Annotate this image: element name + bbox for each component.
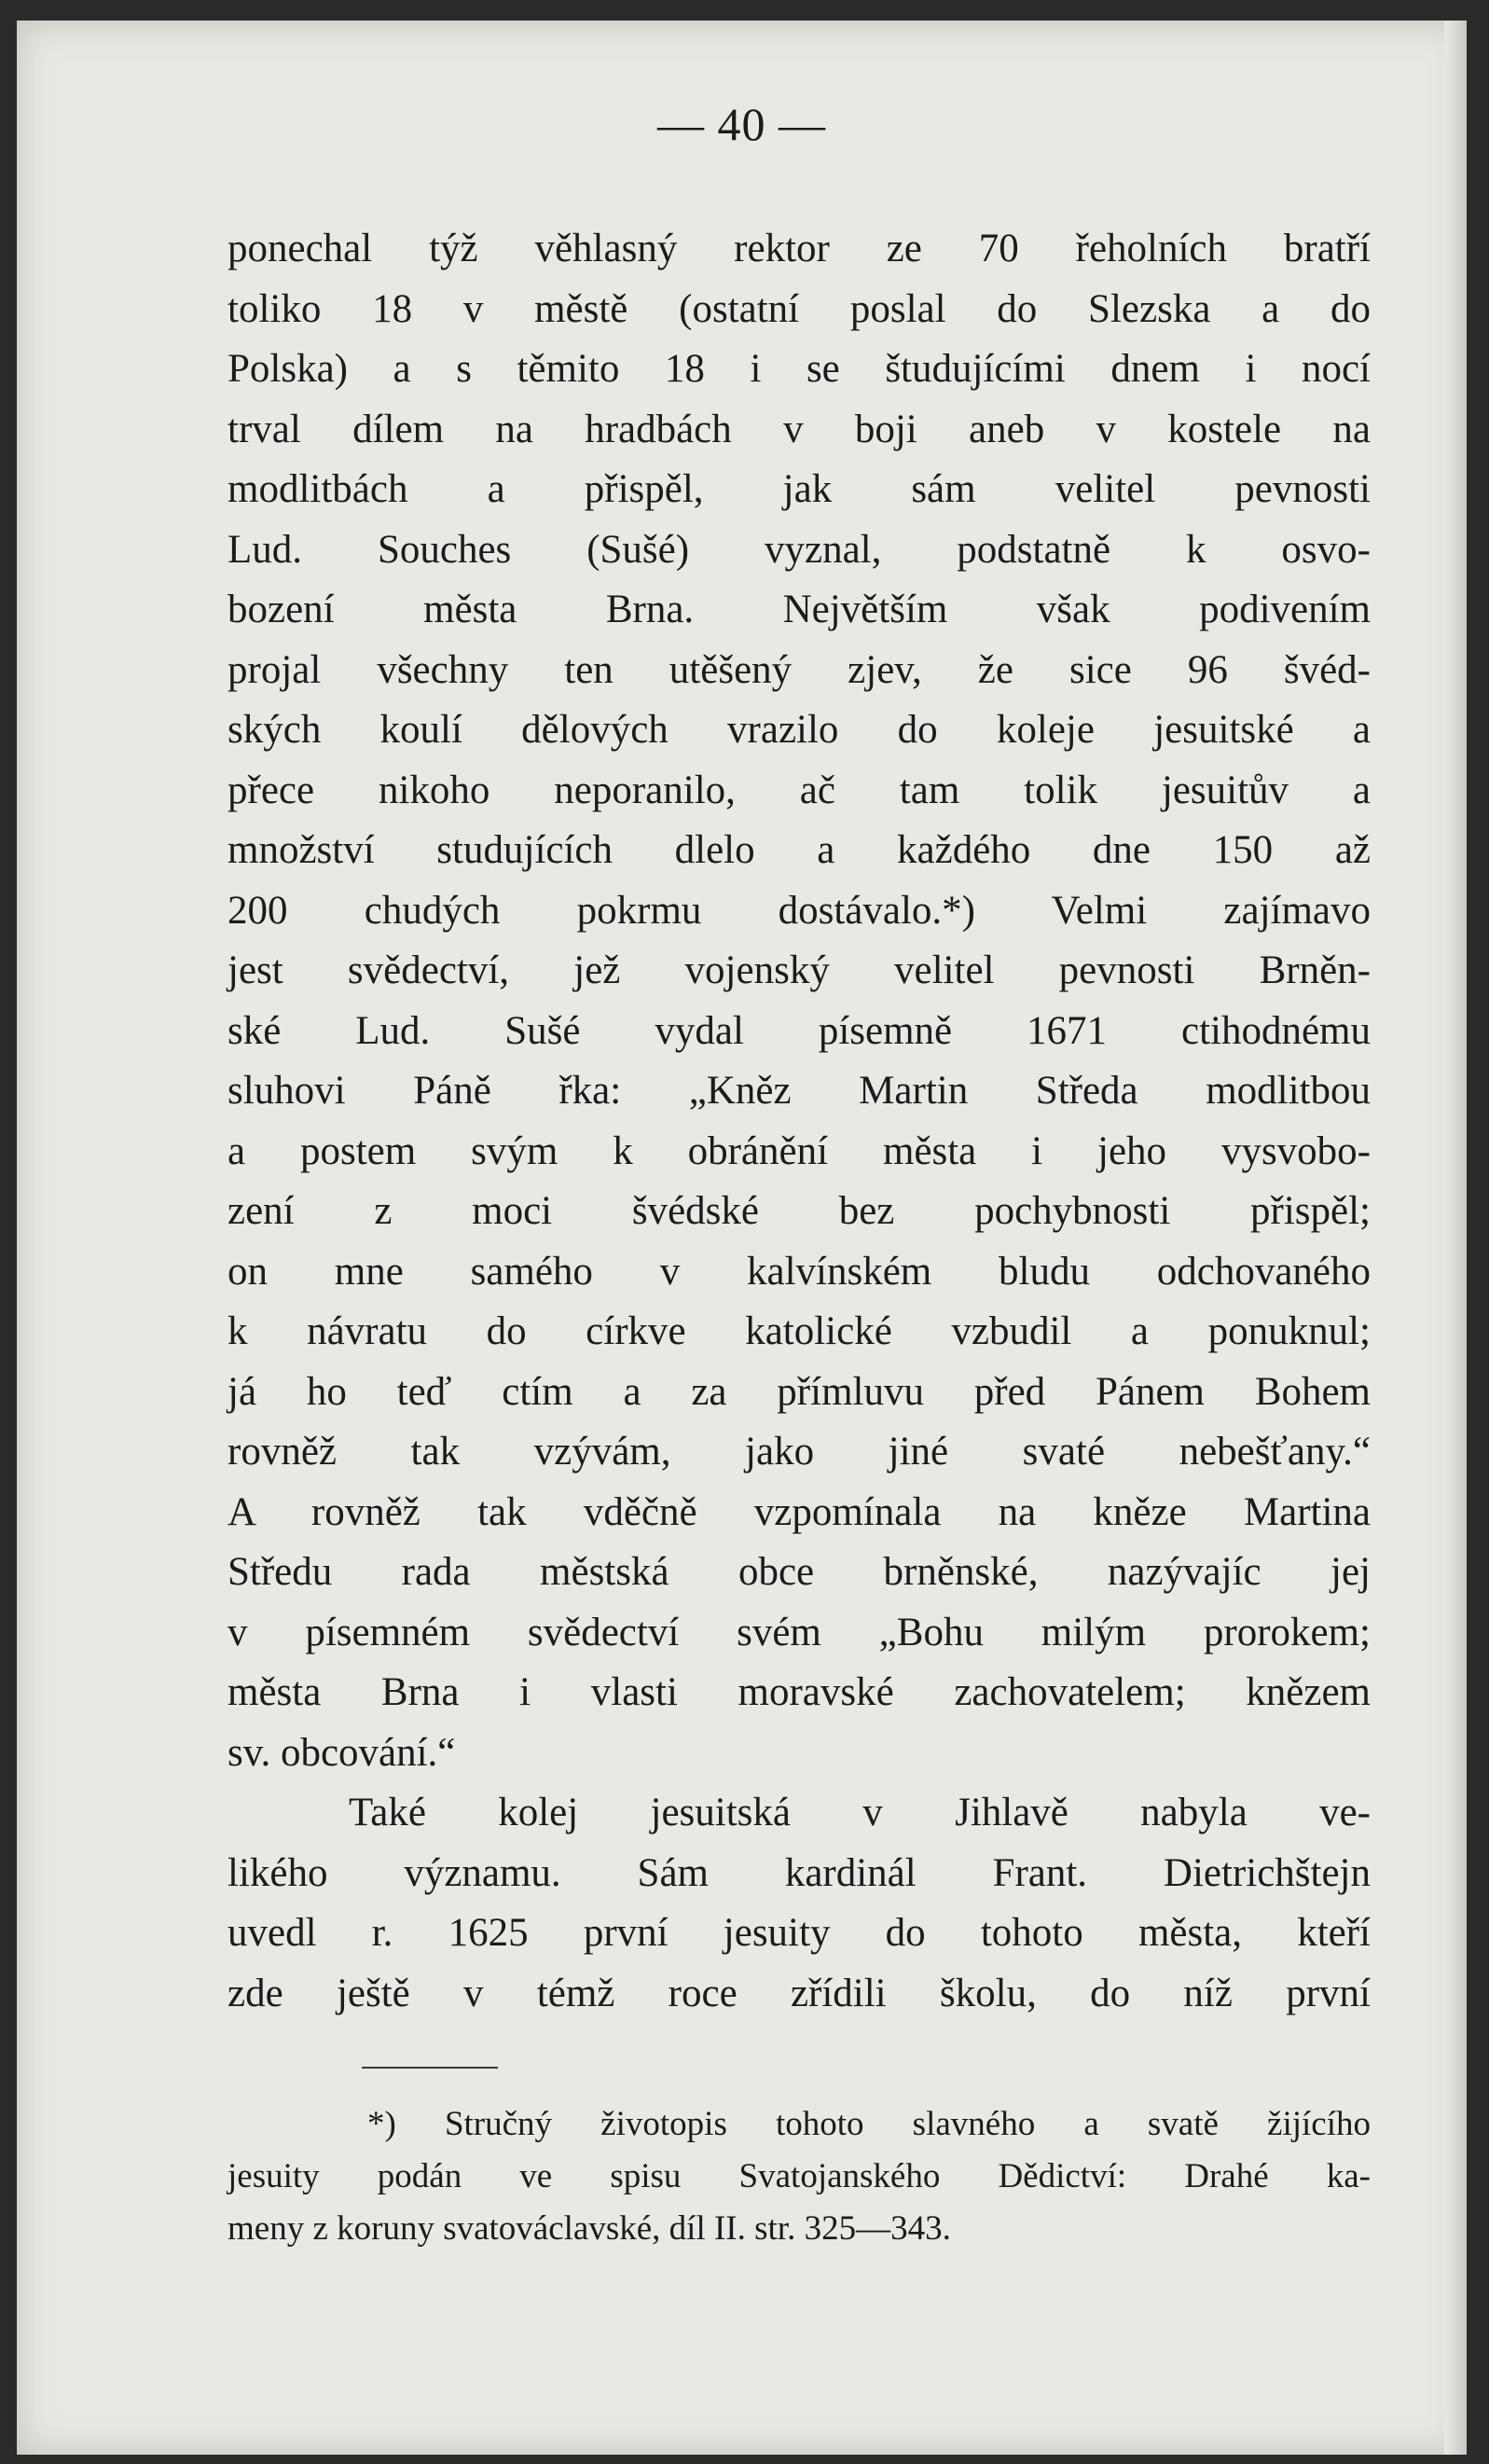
text-line: města Brna i vlasti moravské zachovatelem; knězem	[227, 1670, 1371, 1714]
text-line: ských koulí dělových vrazilo do koleje jesuitské a	[227, 708, 1371, 752]
book-page	[17, 21, 1467, 2455]
text-line: modlitbách a přispěl, jak sám velitel pevnosti	[227, 467, 1371, 511]
footnote-line: *) Stručný životopis tohoto slavného a svatě žijícího	[367, 2105, 1371, 2143]
page-edge-shadow	[1444, 21, 1467, 2455]
text-line: bození města Brna. Největším však podivením	[227, 588, 1371, 631]
text-line: k návratu do církve katolické vzbudil a ponuknul;	[227, 1309, 1371, 1353]
text-line: A rovněž tak vděčně vzpomínala na kněze Martina	[227, 1489, 1371, 1534]
page-number: — 40 —	[657, 98, 826, 150]
text-line: Polska) a s těmito 18 i se študujícími dnem i nocí	[227, 347, 1371, 391]
text-line: projal všechny ten utěšený zjev, že sice 96 švéd-	[227, 647, 1371, 692]
text-line: on mne samého v kalvínském bludu odchovaného	[227, 1249, 1371, 1294]
text-line: sluhovi Páně řka: „Kněz Martin Středa modlitbou	[227, 1069, 1371, 1113]
text-line: množství studujících dlelo a každého dne 150 až	[227, 828, 1371, 872]
text-line: Také kolej jesuitská v Jihlavě nabyla ve-	[349, 1791, 1371, 1834]
text-line: přece nikoho neporanilo, ač tam tolik jesuitův a	[227, 768, 1371, 812]
text-line: toliko 18 v městě (ostatní poslal do Slezska a do	[227, 286, 1371, 331]
text-line: jest svědectví, jež vojenský velitel pevnosti Brněn-	[227, 948, 1371, 992]
text-line: 200 chudých pokrmu dostávalo.*) Velmi zajímavo	[227, 888, 1371, 933]
text-line: ské Lud. Sušé vydal písemně 1671 ctihodnému	[227, 1008, 1371, 1053]
text-line: Lud. Souches (Sušé) vyznal, podstatně k osvo-	[227, 527, 1371, 572]
text-line: zení z moci švédské bez pochybnosti přispěl;	[227, 1189, 1371, 1233]
footnote-line: meny z koruny svatováclavské, díl II. str. 325—343.	[227, 2209, 951, 2248]
text-line: zde ještě v témž roce zřídili školu, do níž první	[227, 1971, 1371, 2015]
body-text	[227, 219, 1371, 2024]
text-line: Středu rada městská obce brněnské, nazývajíc jej	[227, 1550, 1371, 1594]
text-line: sv. obcování.“	[227, 1730, 456, 1775]
text-line: v písemném svědectví svém „Bohu milým prorokem;	[227, 1610, 1371, 1654]
footnote	[227, 2098, 1371, 2255]
text-line: trval dílem na hradbách v boji aneb v kostele na	[227, 407, 1371, 451]
text-line: ponechal týž věhlasný rektor ze 70 řeholních bratří	[227, 227, 1371, 270]
text-line: likého významu. Sám kardinál Frant. Dietrichštejn	[227, 1850, 1371, 1895]
text-line: rovněž tak vzývám, jako jiné svaté nebešťany.“	[227, 1430, 1371, 1474]
footnote-line: jesuity podán ve spisu Svatojanského Dědictví: Drahé ka-	[227, 2157, 1371, 2195]
text-line: já ho teď ctím a za přímluvu před Pánem Bohem	[227, 1369, 1371, 1414]
text-line: a postem svým k obránění města i jeho vysvobo-	[227, 1128, 1371, 1173]
footnote-rule	[362, 2067, 498, 2069]
text-line: uvedl r. 1625 první jesuity do tohoto města, kteří	[227, 1911, 1371, 1955]
